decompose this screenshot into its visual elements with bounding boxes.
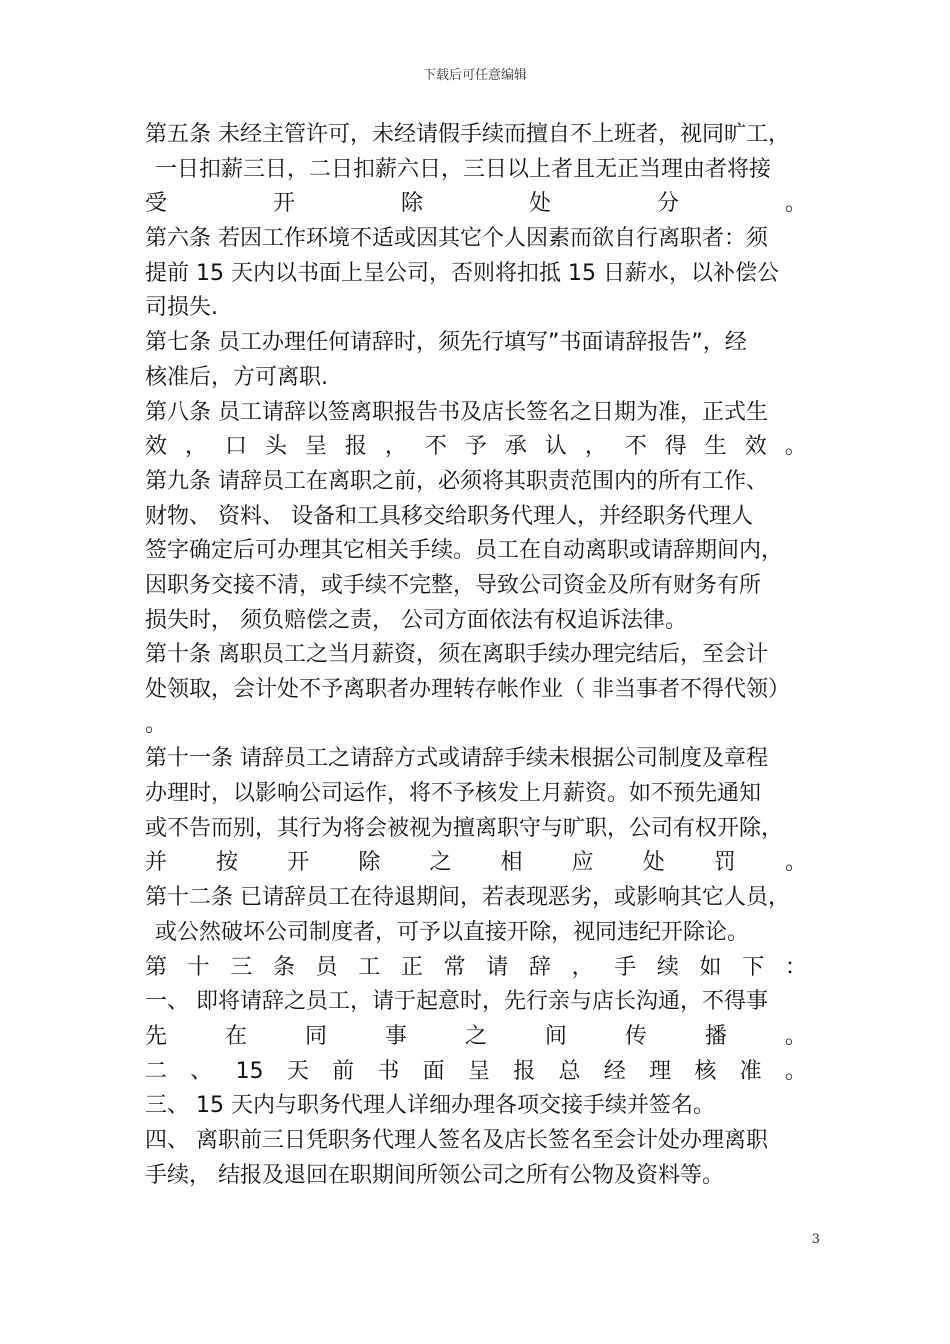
text-char: 准 <box>739 1058 762 1084</box>
text-char: ， <box>184 434 207 460</box>
text-char: 分 <box>656 191 679 217</box>
text-char: 之 <box>429 850 452 876</box>
text-char: 15 <box>235 1058 264 1084</box>
text-char: 、 <box>190 1058 213 1084</box>
text-line: 第十二条 已请辞员工在待退期间，若表现恶劣，或影响其它人员， <box>145 885 790 911</box>
text-char: 正 <box>400 954 423 980</box>
text-char: 传 <box>624 1023 647 1049</box>
text-char: 之 <box>464 1023 487 1049</box>
text-line-justified <box>145 1020 807 1055</box>
text-char: 三 <box>230 954 253 980</box>
text-char: 受 <box>145 191 168 217</box>
text-char: 事 <box>384 1023 407 1049</box>
text-char: 总 <box>558 1058 581 1084</box>
text-line: 或不告而别，其行为将会被视为擅离职守与旷职，公司有权开除， <box>145 815 784 841</box>
text-char: 十 <box>187 954 210 980</box>
text-char: 相 <box>500 850 523 876</box>
text-line: 提前 15 天内以书面上呈公司，否则将扣抵 15 日薪水，以补偿公 <box>145 260 779 286</box>
text-char: 按 <box>216 850 239 876</box>
text-char: 报 <box>344 434 367 460</box>
text-char: 得 <box>664 434 687 460</box>
text-line: 第五条 未经主管许可，未经请假手续而擅自不上班者，视同旷工， <box>145 122 790 147</box>
text-char: 前 <box>332 1058 355 1084</box>
text-line: 一日扣薪三日，二日扣薪六日，三日以上者且无正当理由者将接 <box>155 156 772 182</box>
text-char: 不 <box>624 434 647 460</box>
text-char: 条 <box>272 954 295 980</box>
text-line: 手续， 结报及退回在职期间所领公司之所有公物及资料等。 <box>145 1162 724 1188</box>
text-char: ： <box>784 954 807 980</box>
text-char: 经 <box>603 1058 626 1084</box>
text-line-justified <box>145 1055 807 1090</box>
text-line: 损失时， 须负赔偿之责， 公司方面依法有权追诉法律。 <box>145 607 687 633</box>
text-line: 办理时，以影响公司运作，将不予核发上月薪资。如不预先通知 <box>145 781 762 807</box>
text-line: 处领取，会计处不予离职者办理转存帐作业（ 非当事者不得代领） <box>145 677 790 702</box>
text-char: 天 <box>286 1058 309 1084</box>
text-line: 因职务交接不清，或手续不完整，导致公司资金及所有财务有所 <box>145 572 762 598</box>
text-char: ， <box>571 954 594 980</box>
text-char: 开 <box>287 850 310 876</box>
text-char: 承 <box>504 434 527 460</box>
text-char: 面 <box>422 1058 445 1084</box>
text-char: ， <box>384 434 407 460</box>
text-char: 口 <box>224 434 247 460</box>
document-body <box>145 118 807 1193</box>
page-number: 3 <box>811 1232 820 1247</box>
text-char: 呈 <box>467 1058 490 1084</box>
text-line: 签字确定后可办理其它相关手续。员工在自动离职或请辞期间内， <box>145 538 784 564</box>
text-char: 。 <box>784 1023 807 1049</box>
text-char: 。 <box>784 1058 807 1084</box>
text-char: 。 <box>784 191 807 217</box>
text-line: 一、 即将请辞之员工，请于起意时，先行亲与店长沟通，不得事 <box>145 989 768 1015</box>
text-char: 辞 <box>528 954 551 980</box>
text-char: 生 <box>704 434 727 460</box>
text-line-justified <box>145 846 807 881</box>
text-line-justified <box>145 951 807 986</box>
text-line-justified <box>145 430 807 465</box>
text-char: 并 <box>145 850 168 876</box>
text-line: 第九条 请辞员工在离职之前，必须将其职责范围内的所有工作、 <box>145 468 768 494</box>
text-char: 。 <box>784 850 807 876</box>
text-char: 续 <box>656 954 679 980</box>
text-char: 不 <box>424 434 447 460</box>
text-char: 效 <box>145 434 168 460</box>
text-line: 四、 离职前三日凭职务代理人签名及店长签名至会计处办理离职 <box>145 1127 768 1153</box>
text-char: 先 <box>145 1023 168 1049</box>
text-char: 同 <box>304 1023 327 1049</box>
text-char: 应 <box>571 850 594 876</box>
text-line: 第六条 若因工作环境不适或因其它个人因素而欲自行离职者：须 <box>145 226 768 252</box>
text-char: 认 <box>544 434 567 460</box>
text-char: 如 <box>699 954 722 980</box>
text-char: 手 <box>614 954 637 980</box>
text-line: 核准后，方可离职. <box>145 364 328 390</box>
text-line: 第七条 员工办理任何请辞时，须先行填写”书面请辞报告”，经 <box>145 330 747 356</box>
text-char: 在 <box>224 1023 247 1049</box>
text-char: 除 <box>400 191 423 217</box>
text-char: 请 <box>486 954 509 980</box>
text-char: 常 <box>443 954 466 980</box>
text-line: 司损失. <box>145 295 218 321</box>
text-char: 效 <box>744 434 767 460</box>
text-char: 工 <box>358 954 381 980</box>
text-char: 报 <box>513 1058 536 1084</box>
text-char: 予 <box>464 434 487 460</box>
text-char: 播 <box>704 1023 727 1049</box>
text-char: 头 <box>264 434 287 460</box>
text-line: 第十一条 请辞员工之请辞方式或请辞手续未根据公司制度及章程 <box>145 746 768 772</box>
page-header: 下载后可任意编辑 <box>422 68 527 83</box>
text-line: 第八条 员工请辞以签离职报告书及店长签名之日期为准，正式生 <box>145 399 768 425</box>
text-char: 员 <box>315 954 338 980</box>
text-char: 处 <box>642 850 665 876</box>
text-char: 处 <box>528 191 551 217</box>
text-char: 呈 <box>304 434 327 460</box>
text-char: 除 <box>358 850 381 876</box>
text-char: 。 <box>784 434 807 460</box>
text-char: 第 <box>145 954 168 980</box>
text-char: 下 <box>742 954 765 980</box>
text-char: 间 <box>544 1023 567 1049</box>
text-line: 财物、 资料、 设备和工具移交给职务代理人，并经职务代理人 <box>145 503 753 529</box>
text-char: 理 <box>649 1058 672 1084</box>
text-char: 开 <box>272 191 295 217</box>
text-line: 。 <box>145 711 168 737</box>
text-char: 罚 <box>713 850 736 876</box>
text-line-justified <box>145 187 807 222</box>
text-char: 核 <box>694 1058 717 1084</box>
text-char: 书 <box>377 1058 400 1084</box>
text-line: 三、 15 天内与职务代理人详细办理各项交接手续并签名。 <box>145 1093 715 1119</box>
text-char: ， <box>584 434 607 460</box>
text-char: 二 <box>145 1058 168 1084</box>
text-line: 第十条 离职员工之当月薪资，须在离职手续办理完结后，至会计 <box>145 642 768 668</box>
text-line: 或公然破坏公司制度者，可予以直接开除，视同违纪开除论。 <box>155 919 750 945</box>
